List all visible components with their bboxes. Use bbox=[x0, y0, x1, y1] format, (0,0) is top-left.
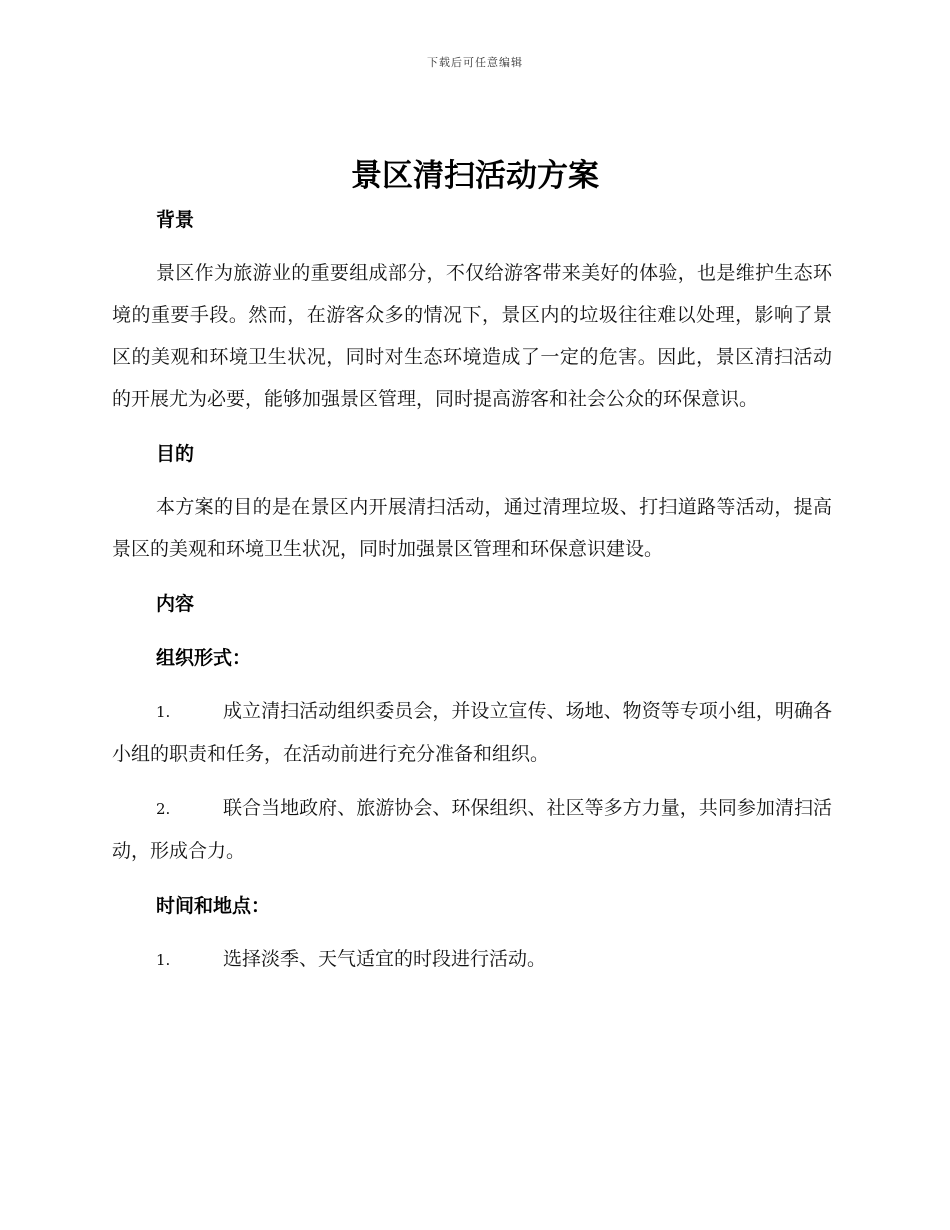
list-item-number: 2. bbox=[156, 800, 171, 818]
list-item bbox=[112, 690, 832, 775]
document-body bbox=[112, 200, 832, 981]
list-item-number: 1. bbox=[156, 951, 171, 969]
paragraph-background: 景区作为旅游业的重要组成部分，不仅给游客带来美好的体验，也是维护生态环境的重要手段。然而，在游客众多的情况下，景区内的垃圾往往难以处理，影响了景区的美观和环境卫生状况，同时对生态环境造成了一定的危害。因此，景区清扫活动的开展尤为必要，能够加强景区管理，同时提高游客和社会公众的环保意识。 bbox=[112, 262, 832, 410]
paragraph-purpose: 本方案的目的是在景区内开展清扫活动，通过清理垃圾、打扫道路等活动，提高景区的美观和环境卫生状况，同时加强景区管理和环保意识建设。 bbox=[112, 496, 832, 560]
section-heading-purpose: 目的 bbox=[156, 443, 195, 465]
list-item bbox=[112, 787, 832, 872]
subheading-time-place: 时间和地点： bbox=[156, 895, 271, 917]
list-item bbox=[112, 938, 832, 981]
section-heading-content: 内容 bbox=[156, 593, 195, 615]
list-item-text: 联合当地政府、旅游协会、环保组织、社区等多方力量，共同参加清扫活动，形成合力。 bbox=[112, 797, 832, 862]
subheading-organization: 组织形式： bbox=[156, 647, 252, 669]
document-title: 景区清扫活动方案 bbox=[351, 158, 599, 194]
list-item-number: 1. bbox=[156, 703, 171, 721]
list-item-text: 选择淡季、天气适宜的时段进行活动。 bbox=[223, 948, 547, 970]
list-item-text: 成立清扫活动组织委员会，并设立宣传、场地、物资等专项小组，明确各小组的职责和任务，在活动前进行充分准备和组织。 bbox=[112, 700, 832, 765]
section-heading-background: 背景 bbox=[156, 209, 195, 231]
header-note: 下载后可任意编辑 bbox=[427, 56, 523, 69]
